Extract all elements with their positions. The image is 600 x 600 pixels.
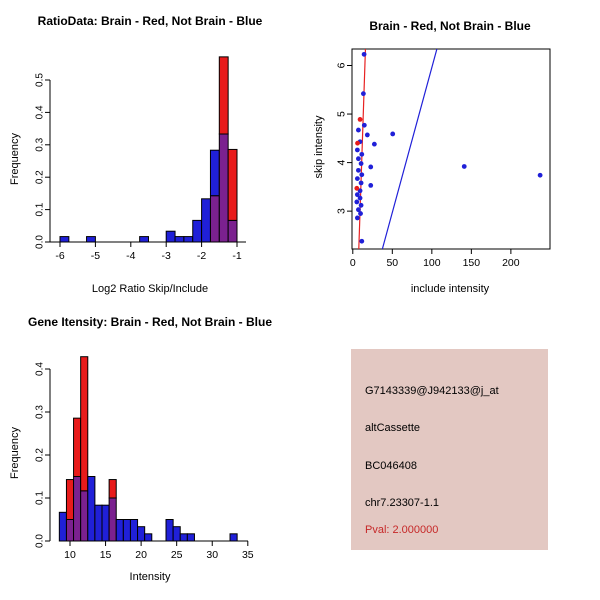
svg-text:0.0: 0.0 — [34, 534, 46, 548]
svg-text:200: 200 — [502, 257, 520, 269]
gene-info-panel — [300, 300, 600, 600]
svg-text:4: 4 — [335, 159, 348, 166]
svg-text:25: 25 — [170, 549, 183, 561]
svg-text:0.0: 0.0 — [34, 235, 46, 249]
svg-text:-2: -2 — [196, 250, 207, 262]
svg-text:0.2: 0.2 — [34, 170, 46, 185]
svg-text:0.4: 0.4 — [34, 105, 46, 120]
svg-text:0.3: 0.3 — [34, 137, 46, 152]
pval-text: Pval: 2.000000 — [365, 524, 439, 536]
svg-text:0.2: 0.2 — [34, 448, 46, 462]
ratio-histogram-ylabel: Frequency — [9, 133, 21, 185]
splice-type-text: altCassette — [365, 422, 421, 434]
svg-text:10: 10 — [64, 549, 76, 561]
svg-text:0.5: 0.5 — [34, 73, 46, 87]
intensity-scatter-plot — [300, 0, 600, 300]
ratio-histogram-title: RatioData: Brain - Red, Not Brain - Blue — [37, 14, 263, 28]
ratio-histogram-xlabel: Log2 Ratio Skip/Include — [91, 283, 209, 295]
svg-text:15: 15 — [99, 549, 112, 561]
svg-text:5: 5 — [335, 111, 348, 117]
gene-intensity-histogram-ylabel: Frequency — [9, 427, 21, 479]
svg-text:100: 100 — [423, 257, 441, 269]
svg-text:-3: -3 — [161, 250, 171, 262]
svg-text:6: 6 — [335, 62, 348, 69]
svg-text:0.3: 0.3 — [34, 405, 46, 419]
svg-text:150: 150 — [462, 257, 481, 269]
locus-text: chr7.23307-1.1 — [365, 497, 439, 509]
accession-text: BC046408 — [365, 460, 417, 472]
svg-text:-6: -6 — [55, 250, 65, 262]
svg-text:20: 20 — [135, 549, 147, 561]
svg-text:0.4: 0.4 — [34, 362, 46, 376]
intensity-scatter-ylabel: skip intensity — [313, 115, 325, 179]
intensity-scatter-title: Brain - Red, Not Brain - Blue — [369, 19, 531, 33]
gene-info-box — [351, 349, 548, 550]
probe-id-text: G7143339@J942133@j_at — [365, 385, 499, 397]
svg-text:30: 30 — [206, 549, 219, 561]
ratio-histogram-panel — [0, 0, 300, 300]
svg-text:-5: -5 — [90, 250, 101, 262]
svg-text:0.1: 0.1 — [34, 491, 46, 505]
svg-text:35: 35 — [241, 549, 254, 561]
svg-text:3: 3 — [335, 208, 348, 215]
svg-text:-1: -1 — [232, 250, 242, 262]
gene-intensity-histogram-xlabel: Intensity — [129, 571, 171, 583]
svg-text:0.1: 0.1 — [34, 202, 46, 217]
gene-intensity-histogram-plot — [0, 300, 300, 600]
gene-intensity-histogram-panel — [0, 300, 300, 600]
intensity-scatter-xlabel: include intensity — [410, 283, 490, 295]
svg-text:-4: -4 — [126, 250, 136, 262]
ratio-histogram-plot — [0, 0, 300, 300]
intensity-scatter-panel — [300, 0, 600, 300]
svg-text:50: 50 — [386, 257, 399, 269]
svg-text:0: 0 — [349, 257, 356, 269]
gene-intensity-histogram-title: Gene Itensity: Brain - Red, Not Brain - Blue — [27, 315, 273, 329]
